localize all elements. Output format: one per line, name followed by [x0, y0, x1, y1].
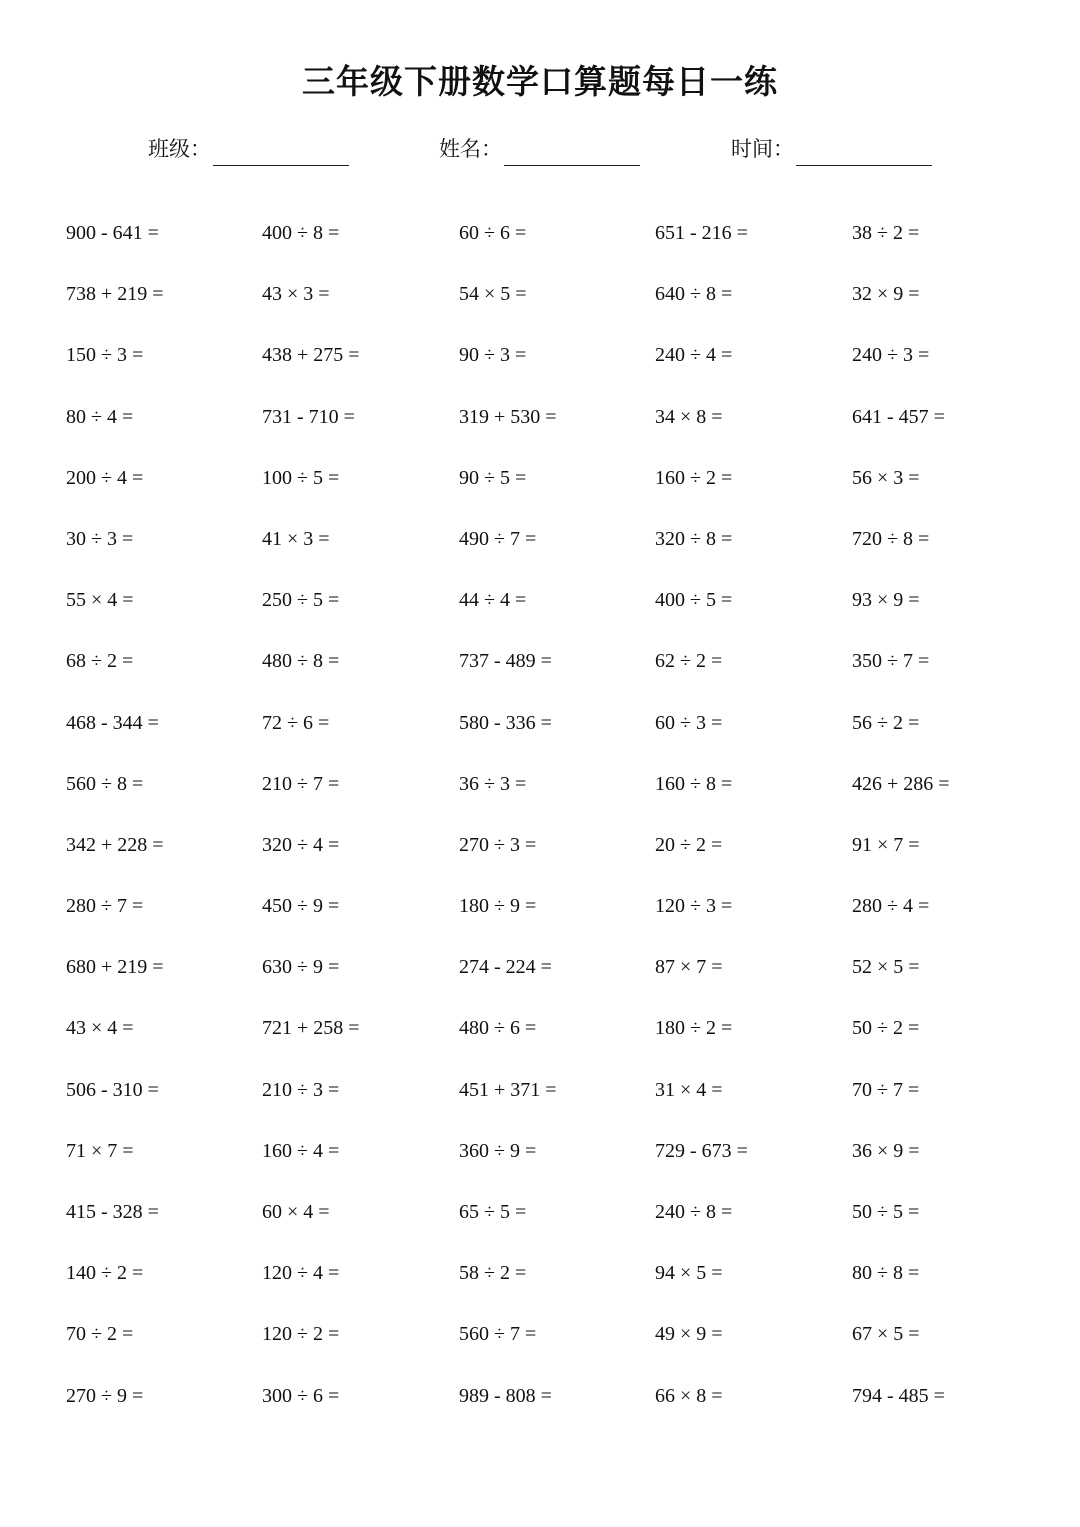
arithmetic-problem: 451 + 371 =: [459, 1078, 557, 1101]
problem-row: [66, 1133, 1050, 1194]
arithmetic-problem: 120 ÷ 3 =: [655, 895, 733, 918]
arithmetic-problem: 36 ÷ 3 =: [459, 772, 527, 795]
student-info-fields: [0, 132, 1080, 172]
arithmetic-problem: 737 - 489 =: [459, 650, 552, 673]
arithmetic-problem: 210 ÷ 7 =: [262, 772, 340, 795]
arithmetic-problem: 210 ÷ 3 =: [262, 1078, 340, 1101]
arithmetic-problem: 400 ÷ 8 =: [262, 222, 340, 244]
arithmetic-problem: 415 - 328 =: [66, 1201, 159, 1223]
arithmetic-problem: 729 - 673 =: [655, 1139, 748, 1162]
arithmetic-problem: 30 ÷ 3 =: [66, 527, 134, 550]
arithmetic-problem: 180 ÷ 2 =: [655, 1017, 733, 1040]
arithmetic-problem: 560 ÷ 8 =: [66, 772, 144, 795]
arithmetic-problem: 320 ÷ 4 =: [262, 833, 340, 856]
arithmetic-problem: 36 × 9 =: [852, 1139, 920, 1162]
arithmetic-problem: 43 × 3 =: [262, 283, 330, 306]
problem-row: [66, 949, 1050, 1010]
problem-row: [66, 643, 1050, 704]
arithmetic-problem: 70 ÷ 7 =: [852, 1078, 920, 1101]
problem-row: [66, 827, 1050, 888]
problem-row: [66, 1316, 1050, 1377]
arithmetic-problem: 200 ÷ 4 =: [66, 466, 144, 489]
arithmetic-problem: 38 ÷ 2 =: [852, 222, 920, 244]
arithmetic-problem: 54 × 5 =: [459, 283, 527, 306]
arithmetic-problem: 100 ÷ 5 =: [262, 466, 340, 489]
arithmetic-problem: 71 × 7 =: [66, 1139, 134, 1162]
problem-row: [66, 215, 1050, 276]
time-blank-line[interactable]: [796, 165, 932, 166]
arithmetic-problem: 120 ÷ 2 =: [262, 1323, 340, 1346]
arithmetic-problem: 160 ÷ 8 =: [655, 772, 733, 795]
problem-row: [66, 582, 1050, 643]
arithmetic-problem: 300 ÷ 6 =: [262, 1384, 340, 1407]
problem-row: [66, 337, 1050, 398]
problem-row: [66, 1194, 1050, 1255]
class-label: 班级：: [148, 137, 211, 161]
name-label: 姓名：: [439, 137, 502, 161]
name-blank-line[interactable]: [504, 165, 640, 166]
arithmetic-problem: 67 × 5 =: [852, 1323, 920, 1346]
arithmetic-problem: 450 ÷ 9 =: [262, 895, 340, 918]
problem-row: [66, 1378, 1050, 1439]
arithmetic-problem: 90 ÷ 5 =: [459, 466, 527, 489]
arithmetic-problem: 62 ÷ 2 =: [655, 650, 723, 673]
arithmetic-problem: 274 - 224 =: [459, 956, 552, 979]
arithmetic-problem: 250 ÷ 5 =: [262, 589, 340, 612]
problem-grid: [66, 215, 1050, 1439]
arithmetic-problem: 43 × 4 =: [66, 1017, 134, 1040]
arithmetic-problem: 794 - 485 =: [852, 1384, 945, 1407]
arithmetic-problem: 140 ÷ 2 =: [66, 1262, 144, 1285]
arithmetic-problem: 90 ÷ 3 =: [459, 344, 527, 367]
arithmetic-problem: 32 × 9 =: [852, 283, 920, 306]
arithmetic-problem: 490 ÷ 7 =: [459, 527, 537, 550]
arithmetic-problem: 66 × 8 =: [655, 1384, 723, 1407]
arithmetic-problem: 180 ÷ 9 =: [459, 895, 537, 918]
problem-row: [66, 705, 1050, 766]
arithmetic-problem: 56 × 3 =: [852, 466, 920, 489]
arithmetic-problem: 319 + 530 =: [459, 405, 557, 428]
arithmetic-problem: 34 × 8 =: [655, 405, 723, 428]
problem-row: [66, 276, 1050, 337]
arithmetic-problem: 20 ÷ 2 =: [655, 833, 723, 856]
page-title: 三年级下册数学口算题每日一练: [302, 62, 778, 101]
arithmetic-problem: 31 × 4 =: [655, 1078, 723, 1101]
arithmetic-problem: 68 ÷ 2 =: [66, 650, 134, 673]
arithmetic-problem: 721 + 258 =: [262, 1017, 360, 1040]
arithmetic-problem: 56 ÷ 2 =: [852, 711, 920, 734]
arithmetic-problem: 720 ÷ 8 =: [852, 527, 930, 550]
arithmetic-problem: 240 ÷ 4 =: [655, 344, 733, 367]
arithmetic-problem: 240 ÷ 3 =: [852, 344, 930, 367]
arithmetic-problem: 49 × 9 =: [655, 1323, 723, 1346]
arithmetic-problem: 44 ÷ 4 =: [459, 589, 527, 612]
arithmetic-problem: 55 × 4 =: [66, 589, 134, 612]
arithmetic-problem: 360 ÷ 9 =: [459, 1139, 537, 1162]
problem-row: [66, 1010, 1050, 1071]
arithmetic-problem: 60 × 4 =: [262, 1201, 330, 1223]
arithmetic-problem: 270 ÷ 9 =: [66, 1384, 144, 1407]
arithmetic-problem: 70 ÷ 2 =: [66, 1323, 134, 1346]
arithmetic-problem: 580 - 336 =: [459, 711, 552, 734]
arithmetic-problem: 94 × 5 =: [655, 1262, 723, 1285]
problem-row: [66, 1072, 1050, 1133]
arithmetic-problem: 320 ÷ 8 =: [655, 527, 733, 550]
arithmetic-problem: 72 ÷ 6 =: [262, 711, 330, 734]
arithmetic-problem: 468 - 344 =: [66, 711, 159, 734]
arithmetic-problem: 91 × 7 =: [852, 833, 920, 856]
arithmetic-problem: 731 - 710 =: [262, 405, 355, 428]
arithmetic-problem: 120 ÷ 4 =: [262, 1262, 340, 1285]
arithmetic-problem: 65 ÷ 5 =: [459, 1201, 527, 1223]
arithmetic-problem: 280 ÷ 7 =: [66, 895, 144, 918]
arithmetic-problem: 989 - 808 =: [459, 1384, 552, 1407]
arithmetic-problem: 480 ÷ 8 =: [262, 650, 340, 673]
arithmetic-problem: 738 + 219 =: [66, 283, 164, 306]
arithmetic-problem: 630 ÷ 9 =: [262, 956, 340, 979]
arithmetic-problem: 58 ÷ 2 =: [459, 1262, 527, 1285]
problem-row: [66, 766, 1050, 827]
problem-row: [66, 1255, 1050, 1316]
arithmetic-problem: 426 + 286 =: [852, 772, 950, 795]
problem-row: [66, 521, 1050, 582]
arithmetic-problem: 60 ÷ 3 =: [655, 711, 723, 734]
arithmetic-problem: 93 × 9 =: [852, 589, 920, 612]
arithmetic-problem: 87 × 7 =: [655, 956, 723, 979]
arithmetic-problem: 52 × 5 =: [852, 956, 920, 979]
arithmetic-problem: 641 - 457 =: [852, 405, 945, 428]
arithmetic-problem: 160 ÷ 4 =: [262, 1139, 340, 1162]
arithmetic-problem: 50 ÷ 5 =: [852, 1201, 920, 1223]
problem-row: [66, 460, 1050, 521]
arithmetic-problem: 400 ÷ 5 =: [655, 589, 733, 612]
time-label: 时间：: [731, 137, 794, 161]
arithmetic-problem: 80 ÷ 8 =: [852, 1262, 920, 1285]
arithmetic-problem: 651 - 216 =: [655, 222, 748, 244]
arithmetic-problem: 342 + 228 =: [66, 833, 164, 856]
arithmetic-problem: 80 ÷ 4 =: [66, 405, 134, 428]
arithmetic-problem: 480 ÷ 6 =: [459, 1017, 537, 1040]
arithmetic-problem: 438 + 275 =: [262, 344, 360, 367]
problem-row: [66, 399, 1050, 460]
arithmetic-problem: 560 ÷ 7 =: [459, 1323, 537, 1346]
arithmetic-problem: 60 ÷ 6 =: [459, 222, 527, 244]
arithmetic-problem: 640 ÷ 8 =: [655, 283, 733, 306]
arithmetic-problem: 50 ÷ 2 =: [852, 1017, 920, 1040]
arithmetic-problem: 41 × 3 =: [262, 527, 330, 550]
arithmetic-problem: 900 - 641 =: [66, 222, 159, 244]
arithmetic-problem: 240 ÷ 8 =: [655, 1201, 733, 1223]
arithmetic-problem: 270 ÷ 3 =: [459, 833, 537, 856]
arithmetic-problem: 280 ÷ 4 =: [852, 895, 930, 918]
problem-row: [66, 888, 1050, 949]
class-blank-line[interactable]: [213, 165, 349, 166]
arithmetic-problem: 680 + 219 =: [66, 956, 164, 979]
arithmetic-problem: 350 ÷ 7 =: [852, 650, 930, 673]
arithmetic-problem: 160 ÷ 2 =: [655, 466, 733, 489]
arithmetic-problem: 150 ÷ 3 =: [66, 344, 144, 367]
arithmetic-problem: 506 - 310 =: [66, 1078, 159, 1101]
